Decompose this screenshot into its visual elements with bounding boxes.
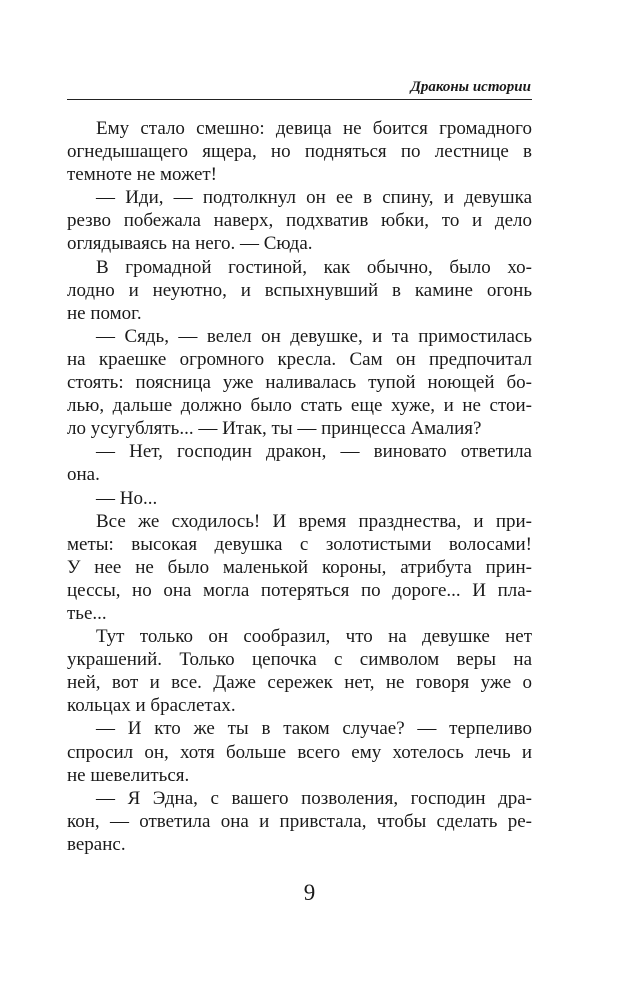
text-line: — И кто же ты в таком случае? — терпеливо [96,718,532,740]
text-line: украшений. Только цепочка с символом веры на [67,649,532,671]
text-line: кон, — ответила она и привстала, чтобы сделать ре- [67,810,532,832]
page-number: 9 [303,880,316,905]
text-line: Все же сходилось! И время празднества, и при- [96,510,532,532]
text-line: она. [67,464,100,486]
text-line: — Но... [96,487,158,509]
text-line: лодно и неуютно, и вспыхнувший в камине огонь [67,279,532,301]
text-line: спросил он, хотя больше всего ему хотелось лечь и [67,741,532,763]
text-line: оглядываясь на него. — Сюда. [67,233,313,255]
text-line: ло усугублять... — Итак, ты — принцесса Амалия? [67,418,482,440]
text-line: ней, вот и все. Даже сережек нет, не говоря уже о [67,672,532,694]
text-line: цессы, но она могла потеряться по дороге... И пла- [67,579,532,601]
text-line: В громадной гостиной, как обычно, было хо- [96,256,532,278]
running-head: Драконы истории [410,79,531,95]
text-line: тье... [67,602,107,624]
body-text [67,117,532,856]
text-line: Ему стало смешно: девица не боится громадного [96,118,532,139]
text-line: темноте не может! [67,164,218,186]
text-line: У нее не было маленькой короны, атрибута прин- [67,556,532,578]
text-line: огнедышащего ящера, но подняться по лестнице в [67,141,532,163]
text-line: не шевелиться. [67,764,190,786]
text-line: — Сядь, — велел он девушке, и та примостилась [96,325,532,347]
header-rule [67,99,532,100]
text-line: стоять: поясница уже наливалась тупой ноющей бо- [67,372,532,394]
text-line: лью, дальше должно было стать еще хуже, и не стои- [67,395,532,417]
text-line: Тут только он сообразил, что на девушке нет [96,626,532,648]
text-line: кольцах и браслетах. [67,695,236,717]
text-line: — Иди, — подтолкнул он ее в спину, и девушка [96,187,532,209]
text-line: резво побежала наверх, подхватив юбки, то и дело [67,210,532,232]
text-line: веранс. [67,833,126,855]
text-line: меты: высокая девушка с золотистыми волосами! [67,533,532,555]
text-line: не помог. [67,302,142,324]
text-line: на краешке огромного кресла. Сам он предпочитал [67,348,532,370]
text-line: — Я Эдна, с вашего позволения, господин дра- [96,787,532,809]
text-line: — Нет, господин дракон, — виновато ответила [96,441,532,463]
